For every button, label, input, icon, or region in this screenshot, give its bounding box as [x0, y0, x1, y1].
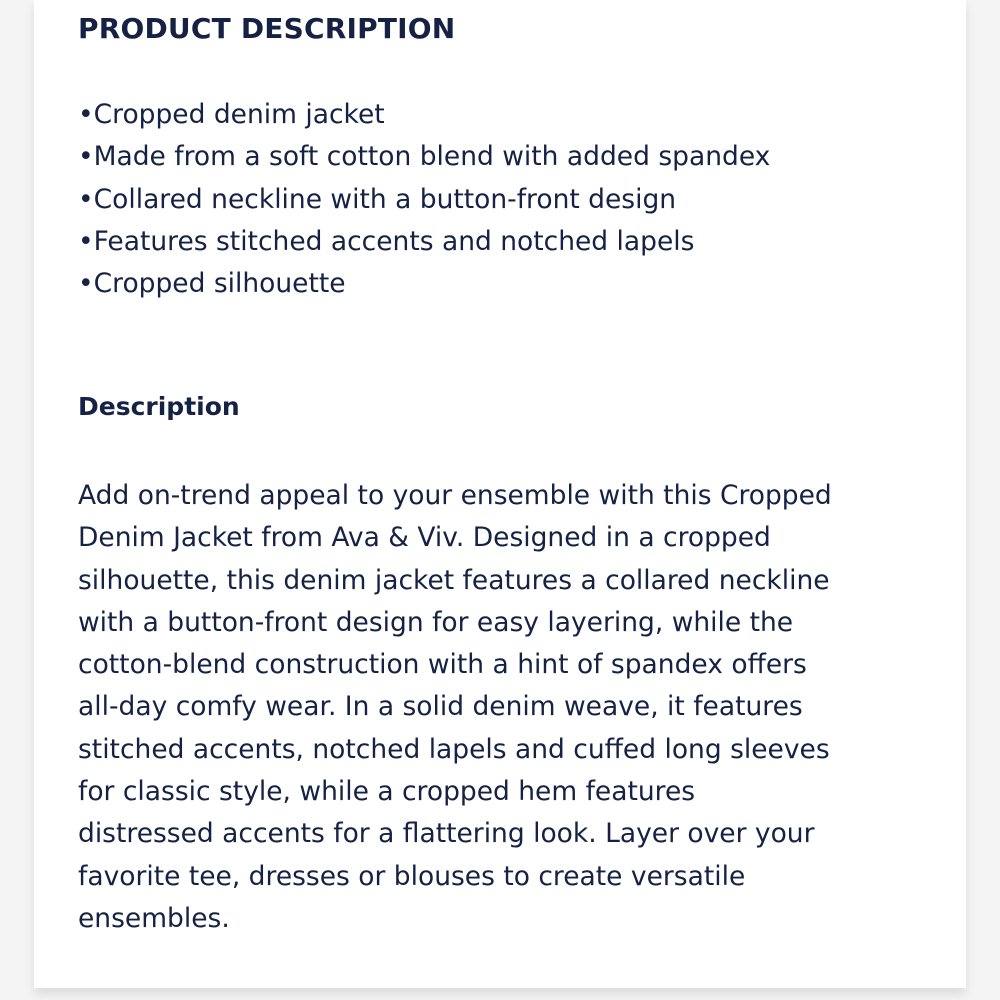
product-description-title: PRODUCT DESCRIPTION: [78, 12, 456, 45]
feature-item: •Cropped silhouette: [78, 268, 346, 300]
description-body: Add on-trend appeal to your ensemble with this Cropped Denim Jacket from Ava & Viv. Designed in a cropped silhouette, this denim jacket features a collared neckline with a button-front design for easy layering, while the cotton-blend construction with a hint of spandex offers all-day comfy wear. In a solid denim weave, it features stitched accents, notched lapels and cuffed long sleeves for classic style, while a cropped hem features distressed accents for a flattering look. Layer over your favorite tee, dresses or blouses to create versatile ensembles.: [78, 480, 832, 934]
feature-item: •Made from a soft cotton blend with added spandex: [78, 141, 771, 173]
feature-list: [78, 94, 798, 305]
feature-item: •Collared neckline with a button-front design: [78, 183, 677, 215]
feature-item: •Features stitched accents and notched lapels: [78, 225, 695, 257]
feature-item: •Cropped denim jacket: [78, 99, 385, 130]
description-heading: Description: [78, 392, 240, 421]
